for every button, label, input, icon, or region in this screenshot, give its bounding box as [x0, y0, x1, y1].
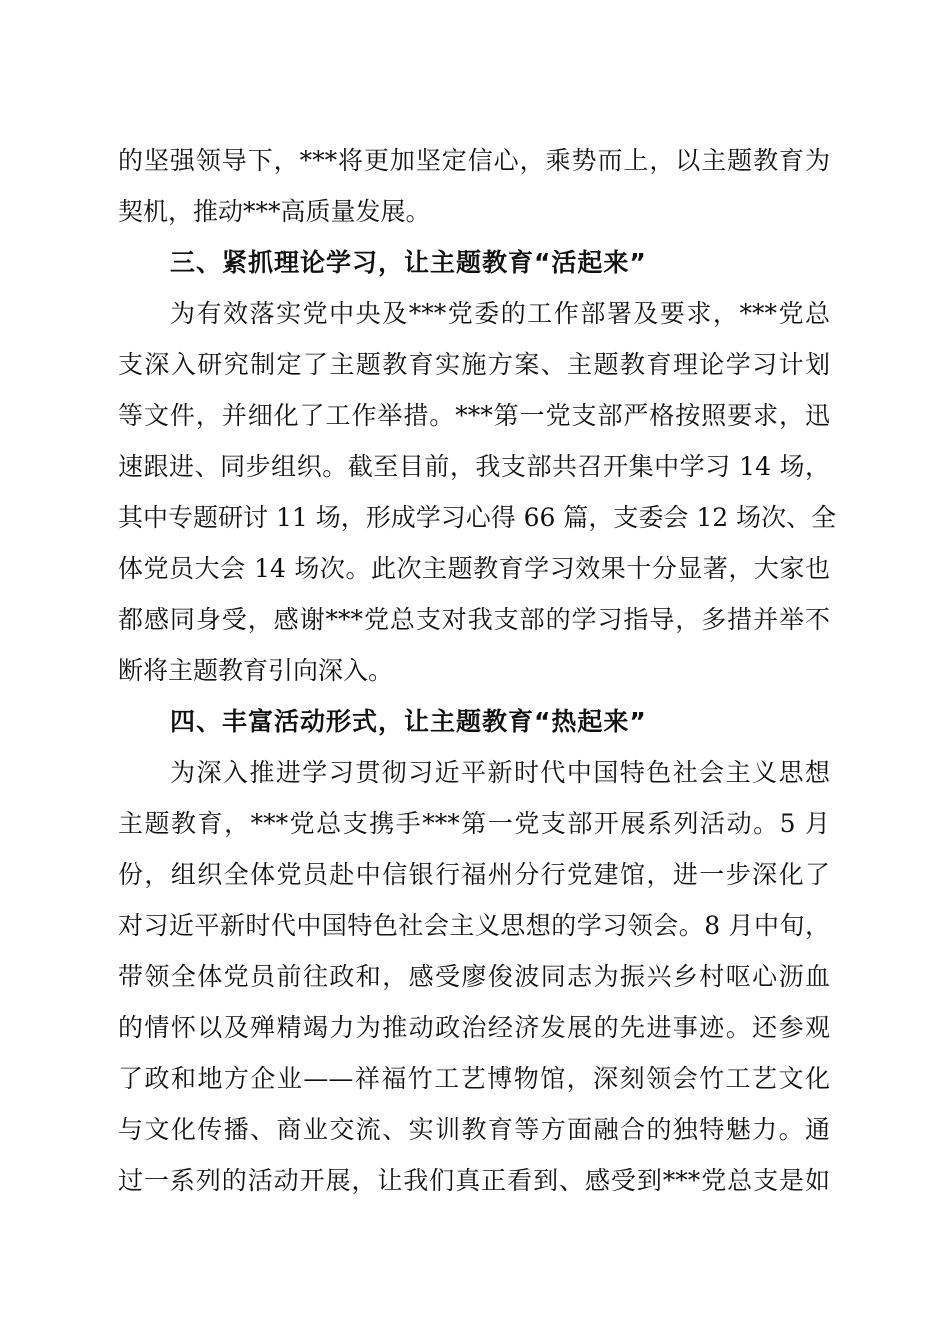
section-3-line-1: 为有效落实党中央及***党委的工作部署及要求，***党总	[170, 299, 830, 328]
section-4-line-2: 主题教育，***党总支携手***第一党支部开展系列活动。5 月	[118, 809, 830, 838]
section-3-line-2: 支深入研究制定了主题教育实施方案、主题教育理论学习计划	[118, 350, 830, 379]
section-3-line-5: 其中专题研讨 11 场，形成学习心得 66 篇，支委会 12 场次、全	[118, 503, 837, 532]
section-3-line-7: 都感同身受，感谢***党总支对我支部的学习指导，多措并举不	[118, 605, 830, 634]
section-4-line-9: 过一系列的活动开展，让我们真正看到、感受到***党总支是如	[118, 1166, 830, 1195]
section-4-line-6: 的情怀以及殚精竭力为推动政治经济发展的先进事迹。还参观	[118, 1013, 830, 1042]
section-4-heading: 四、丰富活动形式，让主题教育“热起来”	[170, 707, 647, 736]
intro-line-1: 的坚强领导下，***将更加坚定信心，乘势而上，以主题教育为	[118, 146, 830, 175]
section-4-line-5: 带领全体党员前往政和，感受廖俊波同志为振兴乡村呕心沥血	[118, 962, 830, 991]
section-4-line-8: 与文化传播、商业交流、实训教育等方面融合的独特魅力。通	[118, 1115, 830, 1144]
section-4-line-4: 对习近平新时代中国特色社会主义思想的学习领会。8 月中旬，	[118, 911, 830, 940]
section-3-line-4: 速跟进、同步组织。截至目前，我支部共召开集中学习 14 场，	[118, 452, 830, 481]
section-4-line-7: 了政和地方企业——祥福竹工艺博物馆，深刻领会竹工艺文化	[118, 1064, 830, 1093]
intro-line-2: 契机，推动***高质量发展。	[118, 197, 431, 226]
section-4-line-1: 为深入推进学习贯彻习近平新时代中国特色社会主义思想	[170, 758, 830, 787]
section-3-line-6: 体党员大会 14 场次。此次主题教育学习效果十分显著，大家也	[118, 554, 830, 583]
section-4-line-3: 份，组织全体党员赴中信银行福州分行党建馆，进一步深化了	[118, 860, 830, 889]
section-3-heading: 三、紧抓理论学习，让主题教育“活起来”	[170, 248, 647, 277]
section-3-line-8: 断将主题教育引向深入。	[118, 656, 394, 685]
section-3-line-3: 等文件，并细化了工作举措。***第一党支部严格按照要求，迅	[118, 401, 830, 430]
